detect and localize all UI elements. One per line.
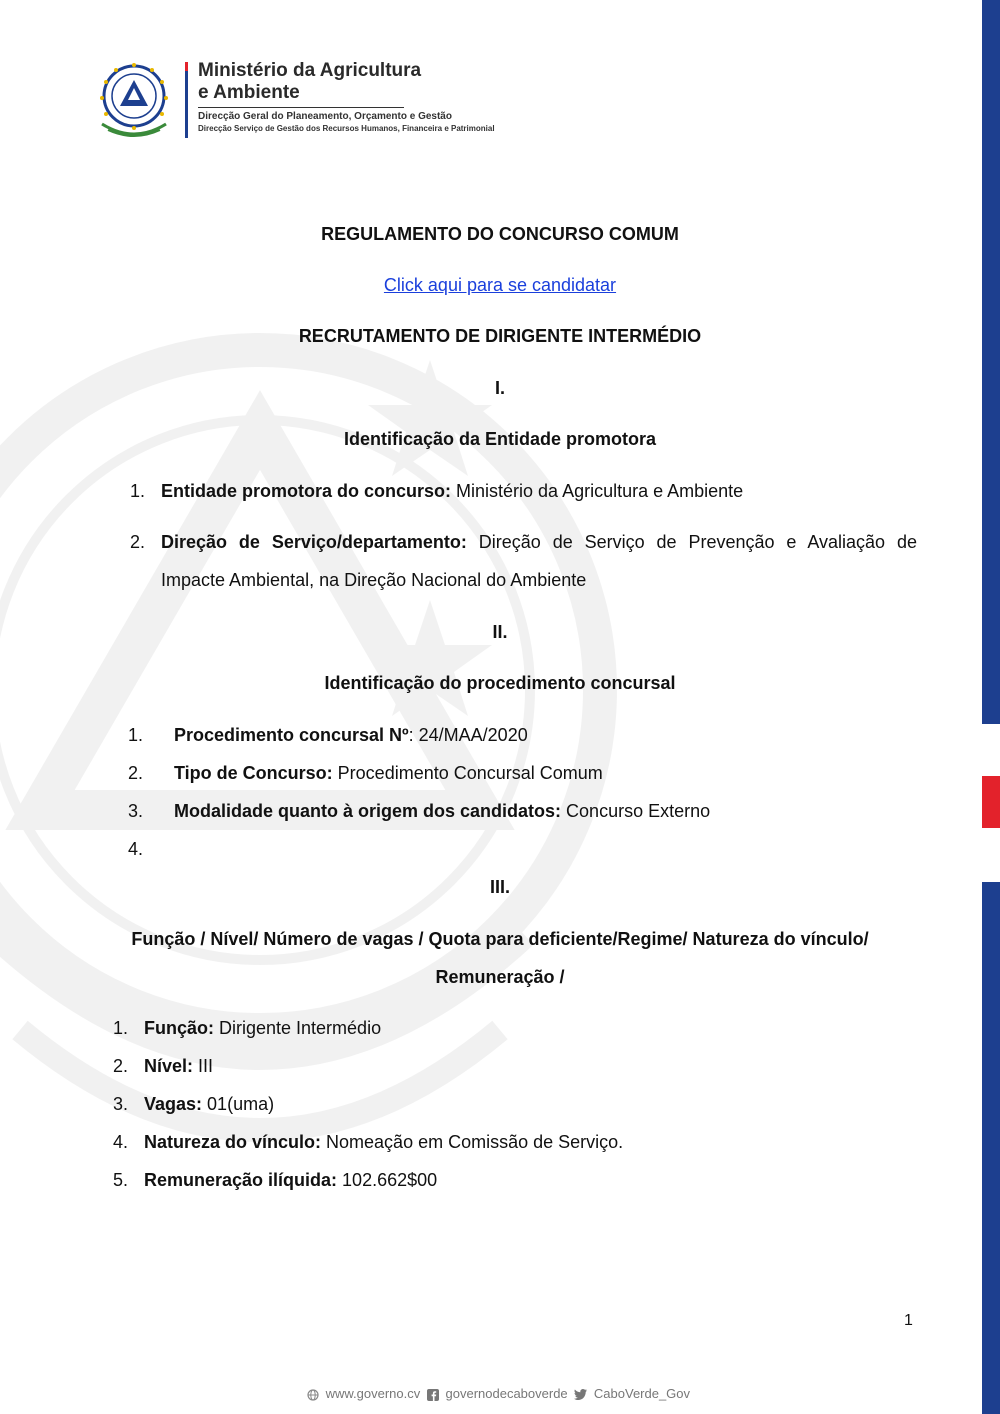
service-directorate: Direcção Serviço de Gestão dos Recursos Humanos, Financeira e Patrimonial — [198, 124, 495, 133]
coat-of-arms-logo — [88, 58, 180, 142]
header-divider-accent — [185, 62, 188, 71]
section-2-heading: Identificação do procedimento concursal — [324, 673, 676, 693]
section-1-item-2: Direção de Serviço/departamento: Direção de Serviço de Prevenção e Avaliação de Impacte Ambiental, na Direção Nacional do Ambiente — [161, 532, 917, 590]
section-2-item-1: 1. Procedimento concursal Nº: 24/MAA/2020 — [128, 725, 528, 745]
section-3-heading-line2: Remuneração / — [435, 967, 565, 987]
flag-stripe-blue-bottom — [982, 882, 1000, 1414]
apply-link-wrap — [80, 275, 920, 296]
twitter-icon — [574, 1389, 587, 1400]
section-3-item-5: 5. Remuneração ilíquida: 102.662$00 — [113, 1170, 438, 1190]
section-2-numeral: II. — [492, 622, 508, 642]
globe-icon — [307, 1389, 319, 1401]
letterhead — [88, 58, 608, 148]
section-3-item-2: 2. Nível: III — [113, 1056, 214, 1076]
ministry-name: Ministério da Agricultura e Ambiente — [198, 60, 422, 103]
footer-facebook[interactable]: governodecaboverde — [445, 1386, 568, 1401]
footer-website[interactable]: www.governo.cv — [325, 1386, 421, 1401]
section-1-item-1: 1. Entidade promotora do concurso: Ministério da Agricultura e Ambiente — [130, 481, 744, 501]
header-rule — [198, 107, 404, 108]
footer-twitter[interactable]: CaboVerde_Gov — [593, 1386, 691, 1401]
header-divider — [185, 62, 188, 138]
page-number: 1 — [904, 1312, 913, 1329]
section-3-item-1: 1. Função: Dirigente Intermédio — [113, 1018, 382, 1038]
footer — [0, 1386, 1000, 1401]
section-2-item-3: 3. Modalidade quanto à origem dos candidatos: Concurso Externo — [128, 801, 711, 821]
section-1-heading: Identificação da Entidade promotora — [343, 429, 657, 449]
section-3-numeral: III. — [489, 877, 510, 897]
directorate-general: Direcção Geral do Planeamento, Orçamento e Gestão — [198, 111, 452, 122]
facebook-icon — [427, 1389, 439, 1401]
flag-stripe-red — [982, 776, 1000, 828]
document-subtitle: RECRUTAMENTO DE DIRIGENTE INTERMÉDIO — [298, 326, 702, 346]
section-3-heading-line1: Função / Nível/ Número de vagas / Quota para deficiente/Regime/ Natureza do vínculo/ — [131, 929, 869, 949]
section-1-numeral: I. — [494, 378, 505, 398]
flag-stripe-blue-top — [982, 0, 1000, 724]
section-1-item-2-number: 2. — [130, 532, 146, 552]
section-3-item-4: 4. Natureza do vínculo: Nomeação em Comissão de Serviço. — [113, 1132, 624, 1152]
section-2-item-2: 2. Tipo de Concurso: Procedimento Concursal Comum — [128, 763, 603, 783]
apply-link[interactable]: Click aqui para se candidatar — [383, 275, 617, 295]
section-2-item-4: 4. — [128, 839, 144, 859]
document-title: REGULAMENTO DO CONCURSO COMUM — [321, 224, 679, 244]
section-3-item-3: 3. Vagas: 01(uma) — [113, 1094, 275, 1114]
